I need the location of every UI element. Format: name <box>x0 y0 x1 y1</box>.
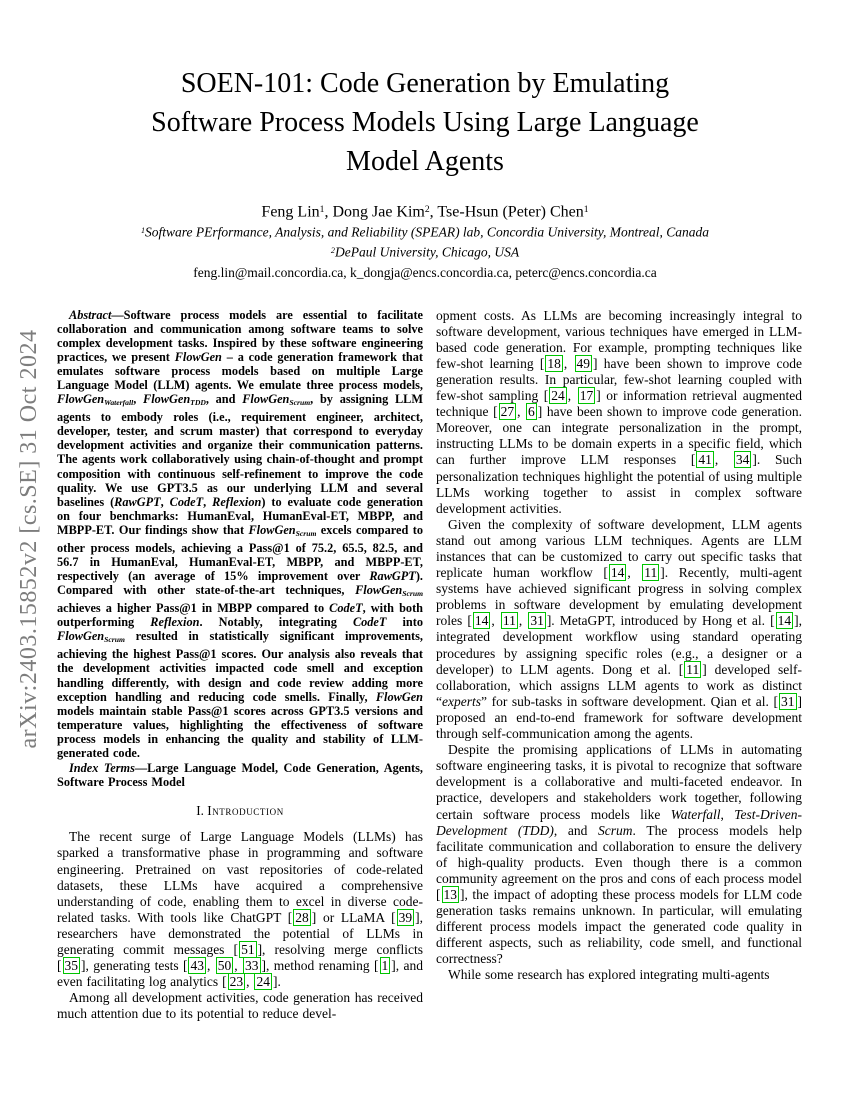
text-run: . The process models help facilitate communication and collaboration to ensure the delivery of high-quality products. Even though there is a common community agreement on the pros and cons of each process model [ <box>436 822 802 902</box>
text-run: Despite the promising applications of LLMs in automating software engineering tasks, it is pivotal to recognize that software development is a collaborative and multi-faceted endeavor. In practice, developers and stakeholders work together, following certain software process models like <box>436 742 802 822</box>
section-number: I. <box>196 803 204 819</box>
text-run: Test-Driven-Development (TDD) <box>436 806 802 838</box>
text-run: , <box>234 958 243 974</box>
text-run: ] or LLaMA [ <box>311 909 396 925</box>
text-run: 1 <box>319 204 325 215</box>
text-run: , <box>160 494 170 509</box>
text-run: opment costs. As LLMs are becoming increasingly integral to software development, various techniques have emerged in LLM-based code generation. For example, prompting techniques like few-shot learning [ <box>436 307 802 371</box>
citation-link[interactable]: 13 <box>443 886 457 902</box>
text-run: ], generating tests [ <box>81 958 188 974</box>
citation-link[interactable]: 11 <box>686 661 700 677</box>
text-run: 1 <box>140 226 145 236</box>
citation-link[interactable]: 14 <box>610 565 625 581</box>
text-run: ] developed self-collaboration, which assigns LLM agents to work as distinct “ <box>436 661 802 709</box>
citation-link[interactable]: 24 <box>551 388 565 404</box>
text-run: ]. Recently, multi-agent systems have achieved significant progress in solving complex problems in software development by emulating development roles [ <box>436 565 802 629</box>
text-run: RawGPT <box>114 494 161 509</box>
affiliation-line-1 <box>0 222 850 242</box>
text-run: FlowGen <box>248 522 296 537</box>
text-run: Feng Lin <box>261 203 320 221</box>
text-run: ] or information retrieval augmented technique [ <box>436 388 802 420</box>
text-run: Waterfall <box>670 806 721 822</box>
intro-paragraph-2-continued <box>436 308 802 517</box>
two-column-body <box>0 308 850 1023</box>
text-run: ) to evaluate code generation on four benchmarks: HumanEval, HumanEval-ET, MBPP, and MBPP-ET. Our findings show that <box>57 494 423 537</box>
intro-paragraph-1 <box>57 829 423 990</box>
text-run: TDD <box>190 398 206 408</box>
text-run: , <box>627 565 642 581</box>
citation-link[interactable]: 33 <box>245 958 259 974</box>
text-run: Abstract <box>69 307 112 322</box>
text-run: CodeT <box>329 601 363 616</box>
page-title <box>0 64 850 181</box>
title-line-2: Software Process Models Using Large Language <box>151 107 699 138</box>
section-title: Introduction <box>207 803 284 819</box>
text-run: , <box>206 958 215 974</box>
author-block <box>0 199 850 282</box>
text-run: , <box>714 452 733 468</box>
section-heading-introduction <box>57 803 423 819</box>
text-run: FlowGen <box>57 392 105 407</box>
affiliation-line-2 <box>0 242 850 262</box>
citation-link[interactable]: 50 <box>217 958 232 974</box>
intro-paragraph-3 <box>436 517 802 742</box>
text-run: models maintain stable Pass@1 scores across GPT3.5 versions and temperature values, highlighting the effectiveness of software process models in enhancing the quality and stability of LLM-generated code. <box>57 703 423 761</box>
text-run: ] have been shown to improve code generation. Moreover, one can integrate personalization in the prompt, instructing LLMs to be domain experts in a specific field, which can further improve LLM responses [ <box>436 404 802 468</box>
text-run: ], researchers have demonstrated the potential of LLMs in generating commit messages [ <box>57 909 423 957</box>
text-run: – a code generation framework that emulates software process models based on multiple Large Language Model (LLM) agents. We emulate three process models, <box>57 349 423 393</box>
citation-link[interactable]: 18 <box>547 355 561 371</box>
text-run: , <box>518 613 528 629</box>
text-run: Scrum <box>104 635 125 645</box>
text-run: , <box>491 613 500 629</box>
text-run: 2 <box>330 246 335 256</box>
text-run: Reflexion <box>212 494 262 509</box>
left-column <box>57 308 423 1023</box>
citation-link[interactable]: 27 <box>500 404 515 420</box>
text-run: ]. Such personalization techniques highlight the potential of using multiple LLMs working together to assist in complex software development activities. <box>436 452 803 516</box>
citation-link[interactable]: 14 <box>474 613 489 629</box>
text-run: The recent surge of Large Language Models (LLMs) has sparked a transformative phase in programming and software engineering. Pretrained on vast repositories of code-related datasets, these LLMs have acquired a comprehensive understanding of code, enabling them to excel in diverse code-related tasks. With tools like ChatGPT [ <box>57 829 423 925</box>
intro-paragraph-4 <box>436 742 802 967</box>
citation-link[interactable]: 17 <box>579 388 594 404</box>
citation-link[interactable]: 49 <box>576 355 590 371</box>
text-run: 2 <box>424 204 430 215</box>
citation-link[interactable]: 14 <box>777 613 792 629</box>
text-run: ” for sub-tasks in software development. Qian et al. [ <box>480 693 778 709</box>
text-run: , <box>133 392 144 407</box>
text-run: Scrum <box>598 822 633 838</box>
title-line-3: Model Agents <box>346 146 504 177</box>
text-run: ], method renaming [ <box>261 958 379 974</box>
text-run: ], and even facilitating log analytics [ <box>57 958 423 990</box>
text-run: FlowGen <box>355 583 403 598</box>
citation-link[interactable]: 28 <box>295 909 309 925</box>
text-run: Given the complexity of software development, LLM agents stand out among various LLM techniques. Agents are LLM instances that can be customized to carry out specific tasks that replicate human workflow [ <box>436 516 802 581</box>
text-run: Reflexion <box>150 615 200 630</box>
citation-link[interactable]: 1 <box>381 958 389 974</box>
citation-link[interactable]: 51 <box>241 941 255 957</box>
citation-link[interactable]: 6 <box>528 404 535 420</box>
text-run: While some research has explored integrating multi-agents <box>448 967 770 983</box>
author-emails: feng.lin@mail.concordia.ca, k_dongja@encs.concordia.ca, peterc@encs.concordia.ca <box>193 264 657 280</box>
text-run: into <box>386 615 423 630</box>
text-run: excels compared to other process models, achieving a Pass@1 of 75.2, 65.5, 82.5, and 56.7 in HumanEval, HumanEval-ET, MBPP, and MBPP-ET, respectively (an average of 15% improvement over <box>57 522 423 584</box>
text-run: FlowGen <box>143 392 191 407</box>
text-run: —Large Language Model, Code Generation, Agents, Software Process Model <box>57 761 423 790</box>
citation-link[interactable]: 35 <box>64 958 78 974</box>
text-run: , Dong Jae Kim <box>324 203 425 221</box>
text-run: Software PErformance, Analysis, and Reliability (SPEAR) lab, Concordia University, Montreal, Canada <box>144 224 710 240</box>
text-run: , <box>517 404 526 420</box>
text-run: FlowGen <box>375 689 423 704</box>
text-run: ], the impact of adopting these process models for LLM code generation tasks remains unknown. In particular, will emulating different process models impact the generated code quality in different aspects, such as reliability, code smell, and functional correctness? <box>436 886 802 967</box>
text-run: Among all development activities, code generation has received much attention due to its potential to reduce devel- <box>57 990 423 1022</box>
authors-line <box>0 199 850 222</box>
title-line-1: SOEN-101: Code Generation by Emulating <box>180 68 670 99</box>
citation-link[interactable]: 39 <box>398 909 413 925</box>
citation-link[interactable]: 11 <box>502 613 516 629</box>
text-run: , and <box>553 822 599 838</box>
text-run: resulted in statistically significant improvements, achieving the highest Pass@1 scores. Our analysis also reveals that the development activities impacted code smell and exception handling differently, with design and code review adding more exception handling and reducing code smells. Finally, <box>57 629 423 704</box>
text-run: ). Compared with other state-of-the-art techniques, <box>57 569 423 598</box>
text-run: ] have been shown to improve code generation results. In particular, few-shot learning coupled with few-shot sampling [ <box>436 355 802 404</box>
text-run: CodeT <box>169 494 204 509</box>
text-run: Index Terms <box>69 761 135 776</box>
citation-link[interactable]: 24 <box>256 974 270 990</box>
right-column <box>436 308 802 1023</box>
intro-paragraph-2 <box>57 990 423 1022</box>
text-run: ] proposed an end-to-end framework for software development through self-communication among the agents. <box>436 693 802 742</box>
text-run: —Software process models are essential to facilitate collaboration and communication among software teams to solve complex development tasks. Inspired by these software engineering practices, we present <box>57 307 423 364</box>
index-terms <box>57 761 423 789</box>
text-run: , Tse-Hsun (Peter) Chen <box>429 203 584 221</box>
citation-link[interactable]: 11 <box>644 565 658 581</box>
text-run: achieves a higher Pass@1 in MBPP compared to <box>57 601 330 616</box>
text-run: Scrum <box>402 589 423 599</box>
citation-link[interactable]: 31 <box>530 613 544 629</box>
text-run: , with both outperforming <box>57 601 423 630</box>
text-run: , by assigning LLM agents to embody roles (i.e., requirement engineer, architect, developer, tester, and scrum master) that correspond to everyday development activities and organize their communication patterns. The agents work collaboratively using chain-of-thought and prompt composition with continuous self-refinement to improve the code quality. We use GPT3.5 as our underlying LLM and several baselines ( <box>57 392 423 509</box>
citation-link[interactable]: 23 <box>229 974 244 990</box>
text-run: ], resolving merge conflicts [ <box>57 941 423 974</box>
intro-paragraph-5 <box>436 967 802 983</box>
text-run: , <box>567 388 577 404</box>
text-run: Waterfall <box>104 398 134 408</box>
citation-link[interactable]: 43 <box>190 958 204 974</box>
text-run: FlowGen <box>174 349 222 364</box>
abstract-paragraph <box>57 308 423 761</box>
text-run: FlowGen <box>57 629 105 644</box>
text-run: experts <box>442 693 481 709</box>
text-run: , <box>246 974 254 990</box>
text-run: ]. MetaGPT, introduced by Hong et al. [ <box>546 613 775 629</box>
citation-link[interactable]: 31 <box>781 693 795 709</box>
text-run: RawGPT <box>369 569 416 584</box>
text-run: Scrum <box>289 398 311 408</box>
text-run: . Notably, integrating <box>199 615 353 630</box>
text-run: , <box>563 355 574 371</box>
text-run: , <box>720 806 735 822</box>
text-run: , <box>203 494 213 509</box>
text-run: ], integrated development workflow using standard operating procedures by assigning specific roles (e.g., a designer or a developer) to LLM agents. Dong et al. [ <box>436 613 802 677</box>
text-run: , and <box>205 392 243 407</box>
text-run: DePaul University, Chicago, USA <box>334 245 520 261</box>
text-run: FlowGen <box>242 392 290 407</box>
text-run: 1 <box>583 204 589 215</box>
citation-link[interactable]: 41 <box>698 452 712 468</box>
citation-link[interactable]: 34 <box>735 452 750 468</box>
text-run: ]. <box>272 974 281 990</box>
text-run: Scrum <box>295 528 317 538</box>
arxiv-watermark: arXiv:2403.15852v2 [cs.SE] 31 Oct 2024 <box>16 329 42 749</box>
text-run: CodeT <box>352 615 387 630</box>
